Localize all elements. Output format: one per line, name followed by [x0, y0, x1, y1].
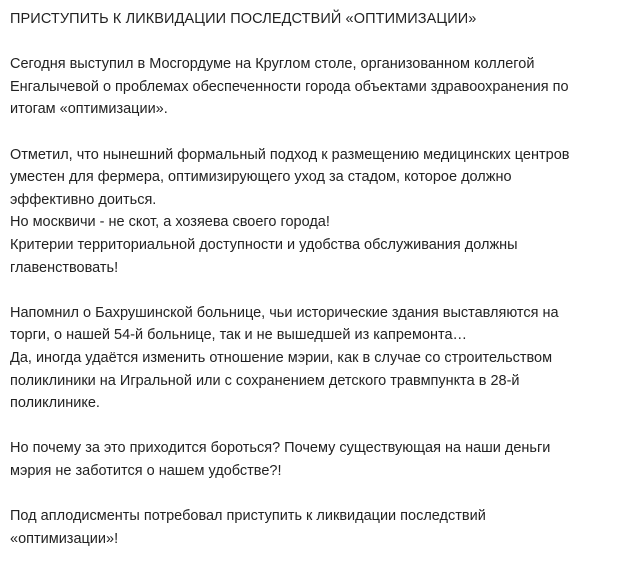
paragraph-approach	[10, 144, 605, 280]
paragraph-line: Напомнил о Бахрушинской больнице, чьи исторические здания выставляются на	[10, 304, 559, 321]
post-title: ПРИСТУПИТЬ К ЛИКВИДАЦИИ ПОСЛЕДСТВИЙ «ОПТИМИЗАЦИИ»	[10, 11, 477, 27]
paragraph-line: поликлиники на Игральной или с сохранением детского травмпункта в 28-й	[10, 372, 520, 389]
paragraph-line: торги, о нашей 54-й больнице, так и не вышедшей из капремонта…	[10, 327, 468, 344]
paragraph-line: Под аплодисменты потребовал приступить к ликвидации последствий	[10, 508, 486, 525]
paragraph-conclusion	[10, 505, 605, 550]
paragraph-line: «оптимизации»!	[10, 530, 119, 547]
paragraph-line: Да, иногда удаётся изменить отношение мэрии, как в случае со строительством	[10, 349, 553, 366]
paragraph-hospitals	[10, 302, 605, 415]
paragraph-line: Отметил, что нынешний формальный подход к размещению медицинских центров	[10, 146, 570, 163]
paragraph-line: эффективно доиться.	[10, 191, 157, 208]
paragraph-question	[10, 437, 605, 482]
paragraph-line: итогам «оптимизации».	[10, 101, 168, 118]
paragraph-line: Критерии территориальной доступности и удобства обслуживания должны	[10, 236, 518, 253]
paragraph-line: главенствовать!	[10, 259, 119, 276]
paragraph-line: Сегодня выступил в Мосгордуме на Круглом столе, организованном коллегой	[10, 56, 535, 73]
paragraph-line: Но почему за это приходится бороться? Почему существующая на наши деньги	[10, 440, 551, 457]
paragraph-line: Енгалычевой о проблемах обеспеченности города объектами здравоохранения по	[10, 78, 569, 95]
paragraph-line: Но москвичи - не скот, а хозяева своего города!	[10, 214, 330, 231]
paragraph-line: поликлинике.	[10, 395, 100, 412]
paragraph-line: мэрия не заботится о нашем удобстве?!	[10, 462, 282, 479]
paragraph-line: уместен для фермера, оптимизирующего уход за стадом, которое должно	[10, 169, 512, 186]
paragraph-roundtable	[10, 53, 605, 121]
